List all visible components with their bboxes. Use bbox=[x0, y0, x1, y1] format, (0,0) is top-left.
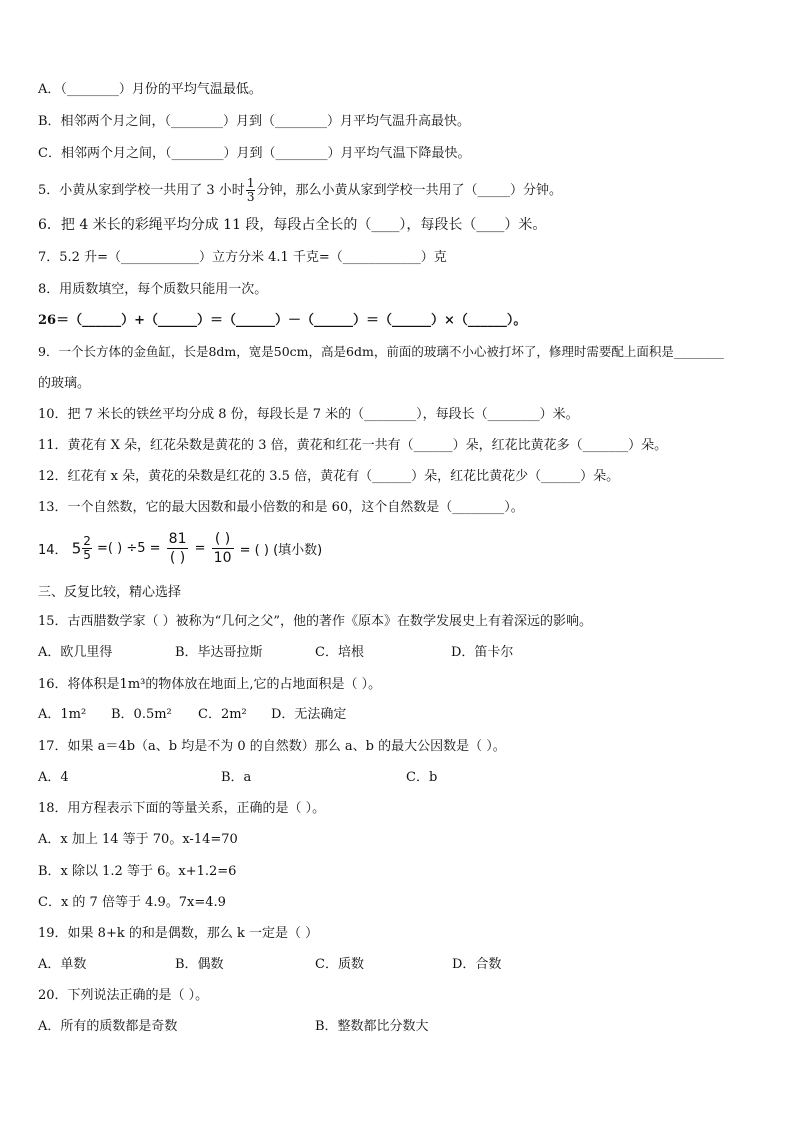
q14-equals: = bbox=[194, 541, 206, 556]
q14-fraction-2 bbox=[167, 530, 189, 567]
section-3-heading: 三、反复比较，精心选择 bbox=[38, 585, 182, 600]
question-9-line2: 的玻璃。 bbox=[38, 376, 91, 391]
q14-fraction-1 bbox=[82, 535, 92, 562]
question-12: 12．红花有 x 朵，黄花的朵数是红花的 3.5 倍，黄花有（______）朵，红花比黄花少（______）朵。 bbox=[38, 469, 620, 484]
q14-f2-denominator: ( ) bbox=[169, 550, 186, 566]
question-18: 18．用方程表示下面的等量关系，正确的是（ ）。 bbox=[38, 801, 326, 816]
option-c-fastest-fall: C．相邻两个月之间，（________）月到（________）月平均气温下降最快。 bbox=[38, 146, 471, 161]
question-16: 16．将体积是1m³的物体放在地面上,它的占地面积是（ ）。 bbox=[38, 677, 382, 692]
question-20: 20．下列说法正确的是（ ）。 bbox=[38, 988, 209, 1003]
q5-fraction bbox=[246, 177, 256, 204]
question-8-equation: 26＝（______）+（______）＝（______）－（______）＝（______）×（______）。 bbox=[38, 313, 527, 328]
q15-option-d: D．笛卡尔 bbox=[451, 645, 514, 660]
question-15: 15．古西腊数学家（ ）被称为“几何之父”，他的著作《原本》在数学发展史上有着深远的影响。 bbox=[38, 614, 592, 629]
q16-option-a: A．1m² bbox=[38, 707, 87, 722]
question-7: 7．5.2 升=（____________）立方分米 4.1 千克=（____________）克 bbox=[38, 250, 447, 265]
q5-text-a: 5．小黄从家到学校一共用了 3 小时 bbox=[38, 183, 245, 198]
q16-option-b: B．0.5m² bbox=[111, 707, 172, 722]
q19-option-a: A．单数 bbox=[38, 957, 87, 972]
question-14 bbox=[38, 530, 322, 574]
q19-option-c: C．质数 bbox=[315, 957, 364, 972]
question-5 bbox=[38, 177, 562, 205]
question-17: 17．如果 a＝4b（a、b 均是不为 0 的自然数）那么 a、b 的最大公因数是（ ）。 bbox=[38, 739, 506, 754]
q18-option-b: B．x 除以 1.2 等于 6。x+1.2=6 bbox=[38, 864, 237, 879]
q5-fraction-numerator: 1 bbox=[246, 176, 255, 190]
q14-f3-numerator: ( ) bbox=[212, 530, 234, 549]
q14-tail: = ( ) (填小数) bbox=[239, 543, 323, 558]
option-a-lowest-temp: A．（________）月份的平均气温最低。 bbox=[38, 82, 262, 97]
q15-option-b: B．毕达哥拉斯 bbox=[175, 645, 263, 660]
question-6: 6．把 4 米长的彩绳平均分成 11 段，每段占全长的（____），每段长（____）米。 bbox=[38, 217, 547, 233]
question-19: 19．如果 8+k 的和是偶数，那么 k 一定是（ ） bbox=[38, 926, 319, 941]
q17-option-b: B．a bbox=[221, 770, 252, 785]
q14-f1-denominator: 5 bbox=[83, 548, 91, 562]
q14-f1-numerator: 2 bbox=[83, 534, 91, 548]
question-9-line1: 9．一个长方体的金鱼缸，长是8dm，宽是50cm，高是6dm，前面的玻璃不小心被打坏了，修理时需要配上面积是________ bbox=[38, 344, 724, 359]
q14-f2-numerator: 81 bbox=[168, 531, 187, 547]
q16-option-c: C．2m² bbox=[198, 707, 247, 722]
question-10: 10．把 7 米长的铁丝平均分成 8 份，每段长是 7 米的（________），每段长（________）米。 bbox=[38, 407, 579, 422]
q14-fraction-3 bbox=[212, 530, 234, 567]
q18-option-c: C．x 的 7 倍等于 4.9。7x=4.9 bbox=[38, 895, 226, 910]
q14-prefix: 14． bbox=[38, 543, 68, 558]
question-8: 8．用质数填空，每个质数只能用一次。 bbox=[38, 282, 268, 297]
q15-option-c: C．培根 bbox=[315, 645, 364, 660]
q15-option-a: A．欧几里得 bbox=[38, 645, 113, 660]
q20-option-b: B．整数都比分数大 bbox=[315, 1019, 429, 1034]
q20-option-a: A．所有的质数都是奇数 bbox=[38, 1019, 178, 1034]
q19-option-d: D．合数 bbox=[452, 957, 502, 972]
q17-option-a: A．4 bbox=[38, 770, 69, 785]
q19-option-b: B．偶数 bbox=[175, 957, 224, 972]
q16-option-d: D．无法确定 bbox=[271, 707, 347, 722]
q5-fraction-denominator: 3 bbox=[246, 190, 255, 204]
q14-middle: =( ) ÷5 = bbox=[97, 541, 161, 556]
question-13: 13．一个自然数，它的最大因数和最小倍数的和是 60，这个自然数是（________）。 bbox=[38, 500, 524, 515]
option-b-fastest-rise: B．相邻两个月之间，（________）月到（________）月平均气温升高最快。 bbox=[38, 114, 471, 129]
q18-option-a: A．x 加上 14 等于 70。x-14=70 bbox=[38, 832, 238, 847]
question-11: 11．黄花有 X 朵，红花朵数是黄花的 3 倍，黄花和红花一共有（______）朵，红花比黄花多（_______）朵。 bbox=[38, 438, 668, 453]
q17-option-c: C．b bbox=[406, 770, 438, 785]
q14-whole: 5 bbox=[71, 539, 82, 558]
q14-f3-denominator: 10 bbox=[213, 550, 232, 566]
q5-text-b: 分钟，那么小黄从家到学校一共用了（_____）分钟。 bbox=[256, 183, 562, 198]
